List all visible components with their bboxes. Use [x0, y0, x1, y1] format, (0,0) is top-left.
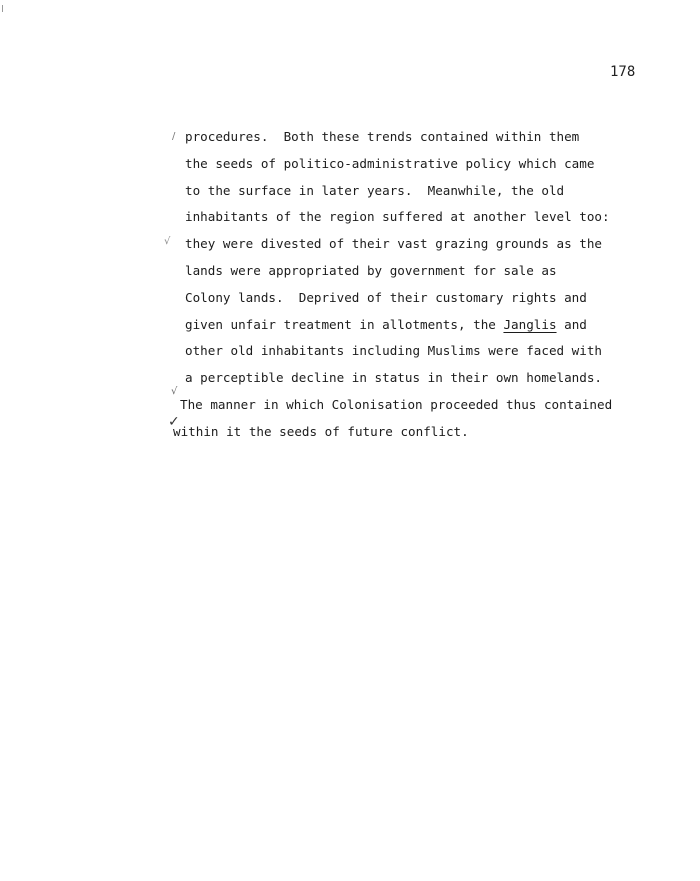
text-line: the seeds of politico-administrative policy which came	[185, 155, 595, 171]
text-line: inhabitants of the region suffered at another level too:	[185, 209, 610, 225]
page-number: 178	[610, 64, 636, 80]
text-line	[185, 312, 655, 339]
text-line: a perceptible decline in status in their own homelands.	[185, 370, 603, 386]
margin-check-mark: √	[164, 236, 171, 247]
margin-check-mark: √	[171, 386, 178, 397]
text-line: Colony lands. Deprived of their customary rights and	[185, 289, 587, 305]
margin-check-mark: ✓	[168, 414, 180, 430]
text-line: lands were appropriated by government for sale as	[185, 262, 557, 278]
underlined-term: Janglis	[503, 316, 557, 332]
text-line: other old inhabitants including Muslims were faced with	[185, 343, 603, 359]
text-segment: and	[556, 316, 587, 332]
text-line: they were divested of their vast grazing grounds as the	[185, 236, 603, 252]
text-line: within it the seeds of future conflict.	[173, 423, 469, 439]
text-line: The manner in which Colonisation proceeded thus contained	[180, 396, 613, 412]
text-line: to the surface in later years. Meanwhile, the old	[185, 182, 565, 198]
scan-artifact	[2, 5, 3, 12]
text-line: procedures. Both these trends contained within them	[185, 129, 580, 144]
body-paragraph	[173, 124, 655, 446]
margin-tick-mark: /	[172, 131, 176, 142]
text-segment: given unfair treatment in allotments, the	[185, 316, 504, 332]
